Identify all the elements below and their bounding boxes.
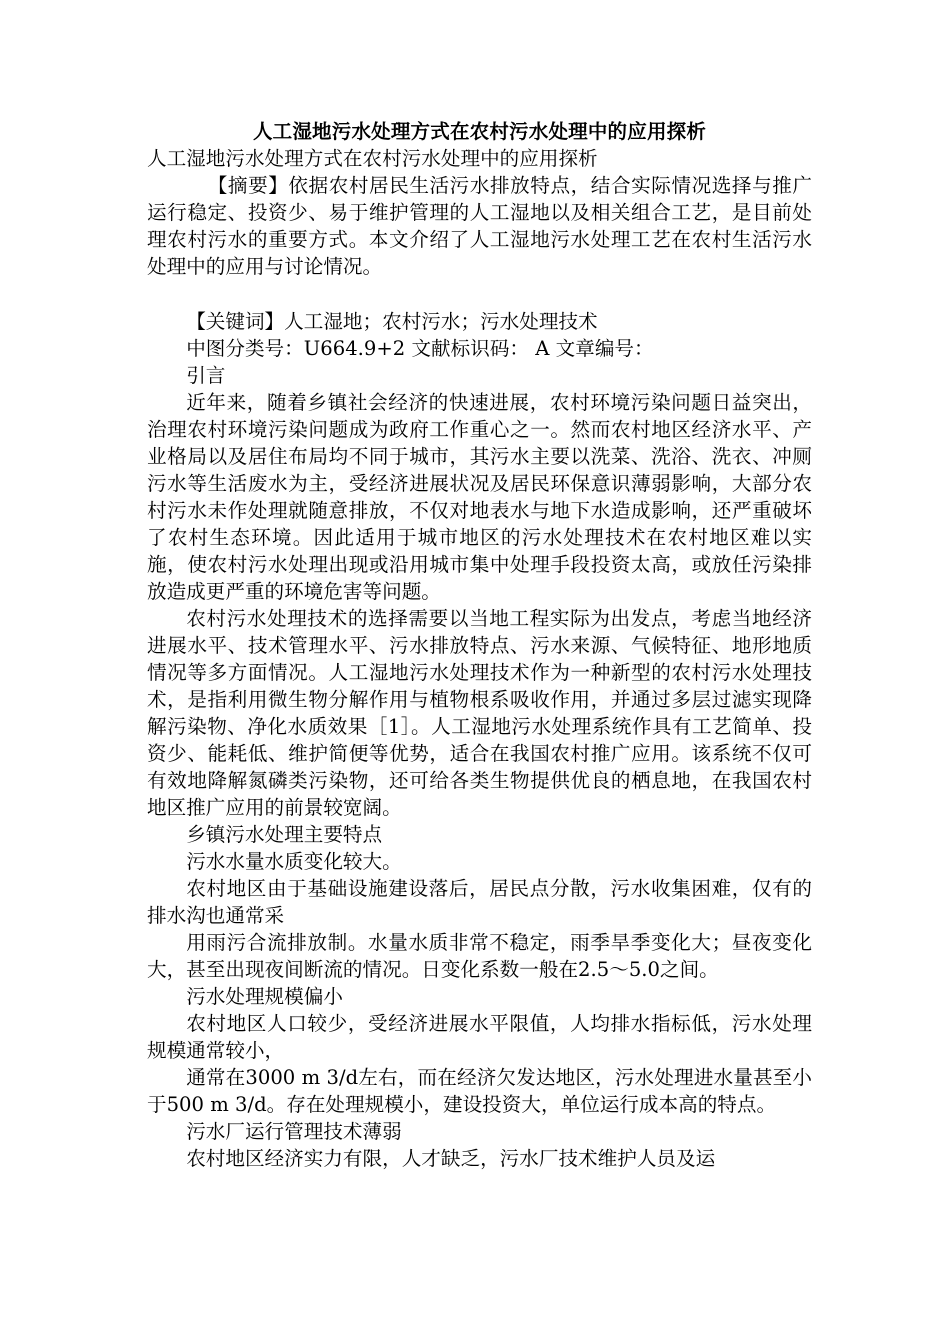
intro-heading: 引言 [186,364,226,387]
body-paragraph-6: 通常在3000 m 3/d左右，而在经济欠发达地区，污水处理进水量甚至小于500 m 3/d。存在处理规模小，建设投资大，单位运行成本高的特点。 [147,1066,812,1116]
classification-line: 中图分类号：U664.9+2 文献标识码： A 文章编号： [186,337,654,360]
body-paragraph-1: 近年来，随着乡镇社会经济的快速进展，农村环境污染问题日益突出，治理农村环境污染问题成为政府工作重心之一。然而农村地区经济水平、产业格局以及居住布局均不同于城市，其污水主要以洗菜、洗浴、洗衣、冲厕污水等生活废水为主，受经济进展状况及居民环保意识薄弱影响，大部分农村污水未作处理就随意排放，不仅对地表水与地下水造成影响，还严重破坏了农村生态环境。因此适用于城市地区的污水处理技术在农村地区难以实施，使农村污水处理出现或沿用城市集中处理手段投资太高，或放任污染排放造成更严重的环境危害等问题。 [147,391,812,603]
subsection-heading-scale: 污水处理规模偏小 [186,985,343,1008]
document-subtitle: 人工湿地污水处理方式在农村污水处理中的应用探析 [147,147,598,170]
body-paragraph-4: 用雨污合流排放制。水量水质非常不稳定，雨季旱季变化大；昼夜变化大，甚至出现夜间断流的情况。日变化系数一般在2.5～5.0之间。 [147,931,812,981]
subsection-heading-variation: 污水水量水质变化较大。 [186,850,402,873]
document-title: 人工湿地污水处理方式在农村污水处理中的应用探析 [252,120,707,143]
subsection-heading-management: 污水厂运行管理技术薄弱 [186,1120,402,1143]
abstract-paragraph: 【摘要】依据农村居民生活污水排放特点，结合实际情况选择与推广运行稳定、投资少、易于维护管理的人工湿地以及相关组合工艺，是目前处理农村污水的重要方式。本文介绍了人工湿地污水处理工艺在农村生活污水处理中的应用与讨论情况。 [147,174,812,278]
keywords-line: 【关键词】人工湿地；农村污水；污水处理技术 [186,310,598,333]
document-page [147,118,812,1172]
body-paragraph-7: 农村地区经济实力有限，人才缺乏，污水厂技术维护人员及运 [186,1147,716,1170]
body-paragraph-3: 农村地区由于基础设施建设落后，居民点分散，污水收集困难，仅有的排水沟也通常采 [147,877,812,927]
body-paragraph-5: 农村地区人口较少，受经济进展水平限值，人均排水指标低，污水处理规模通常较小， [147,1012,812,1062]
body-paragraph-2: 农村污水处理技术的选择需要以当地工程实际为出发点，考虑当地经济进展水平、技术管理水平、污水排放特点、污水来源、气候特征、地形地质情况等多方面情况。人工湿地污水处理技术作为一种新型的农村污水处理技术，是指利用微生物分解作用与植物根系吸收作用，并通过多层过滤实现降解污染物、净化水质效果［1］。人工湿地污水处理系统作具有工艺简单、投资少、能耗低、维护简便等优势，适合在我国农村推广应用。该系统不仅可有效地降解氮磷类污染物，还可给各类生物提供优良的栖息地，在我国农村地区推广应用的前景较宽阔。 [147,607,812,819]
section-heading-features: 乡镇污水处理主要特点 [186,823,383,846]
metadata-block [147,308,812,389]
